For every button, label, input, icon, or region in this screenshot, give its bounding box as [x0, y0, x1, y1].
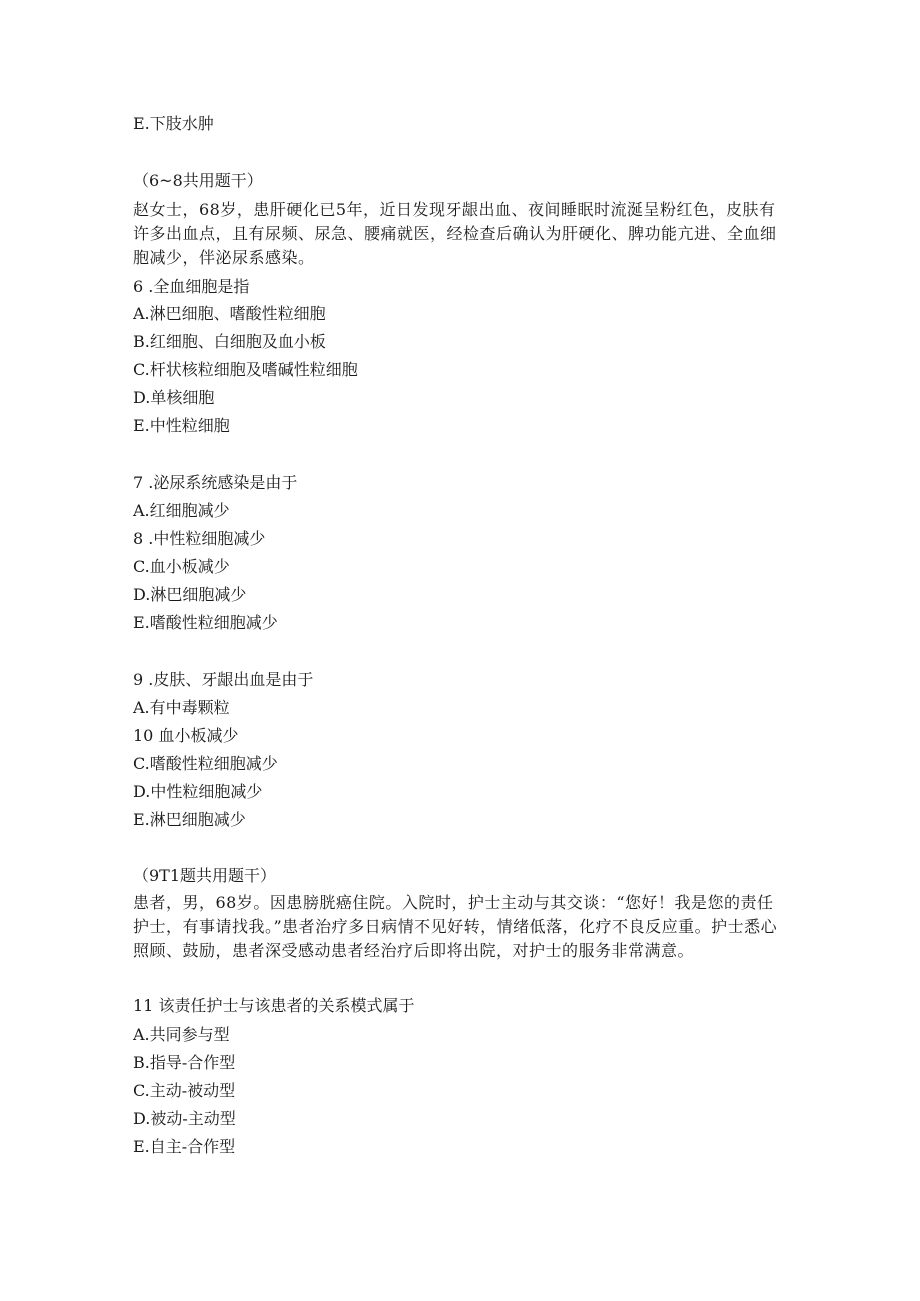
q11-option-b: B.指导-合作型 — [133, 1053, 236, 1072]
question-6: 6 .全血细胞是指 — [133, 277, 250, 296]
question-9: 9 .皮肤、牙龈出血是由于 — [133, 670, 314, 689]
q6-option-e: E.中性粒细胞 — [133, 416, 230, 435]
q11-option-d: D.被动-主动型 — [133, 1109, 236, 1128]
q6-option-d: D.单核细胞 — [133, 388, 215, 407]
q11-option-a: A.共同参与型 — [133, 1025, 230, 1044]
q11-option-c: C.主动-被动型 — [133, 1081, 236, 1100]
case-stem-6-8: 赵女士，68岁，患肝硬化已5年，近日发现牙龈出血、夜间睡眠时流涎呈粉红色，皮肤有许多出血点，且有尿频、尿急、腰痛就医，经检查后确认为肝硬化、脾功能亢进、全血细胞减少，伴泌尿系感染。 — [133, 200, 777, 267]
q6-option-a: A.淋巴细胞、嗜酸性粒细胞 — [133, 304, 326, 323]
q7-option-d: D.淋巴细胞减少 — [133, 585, 247, 604]
shared-stem-header-9-11: （9T1题共用题干） — [133, 866, 277, 885]
q9-option-d: D.中性粒细胞减少 — [133, 782, 263, 801]
shared-stem-header-6-8: （6~8共用题干） — [133, 171, 263, 190]
q11-option-e: E.自主-合作型 — [133, 1137, 236, 1156]
q9-option-10: 10 血小板减少 — [133, 726, 239, 745]
q7-option-8: 8 .中性粒细胞减少 — [133, 529, 266, 548]
q9-option-a: A.有中毒颗粒 — [133, 698, 230, 717]
q7-option-c: C.血小板减少 — [133, 557, 230, 576]
question-7: 7 .泌尿系统感染是由于 — [133, 473, 298, 492]
q9-option-c: C.嗜酸性粒细胞减少 — [133, 754, 278, 773]
q6-option-b: B.红细胞、白细胞及血小板 — [133, 332, 326, 351]
q7-option-a: A.红细胞减少 — [133, 501, 230, 520]
q7-option-e: E.嗜酸性粒细胞减少 — [133, 613, 278, 632]
question-11: 11 该责任护士与该患者的关系模式属于 — [133, 996, 415, 1015]
q6-option-c: C.杆状核粒细胞及嗜碱性粒细胞 — [133, 360, 358, 379]
case-stem-9-11: 患者，男，68岁。因患膀胱癌住院。入院时，护士主动与其交谈：“您好！我是您的责任护士，有事请找我。”患者治疗多日病情不见好转，情绪低落，化疗不良反应重。护士悉心照顾、鼓励，患者深受感动患者经治疗后即将出院，对护士的服务非常满意。 — [133, 893, 778, 960]
q9-option-e: E.淋巴细胞减少 — [133, 810, 246, 829]
option-e-lower-limb-edema: E.下肢水肿 — [133, 114, 214, 133]
